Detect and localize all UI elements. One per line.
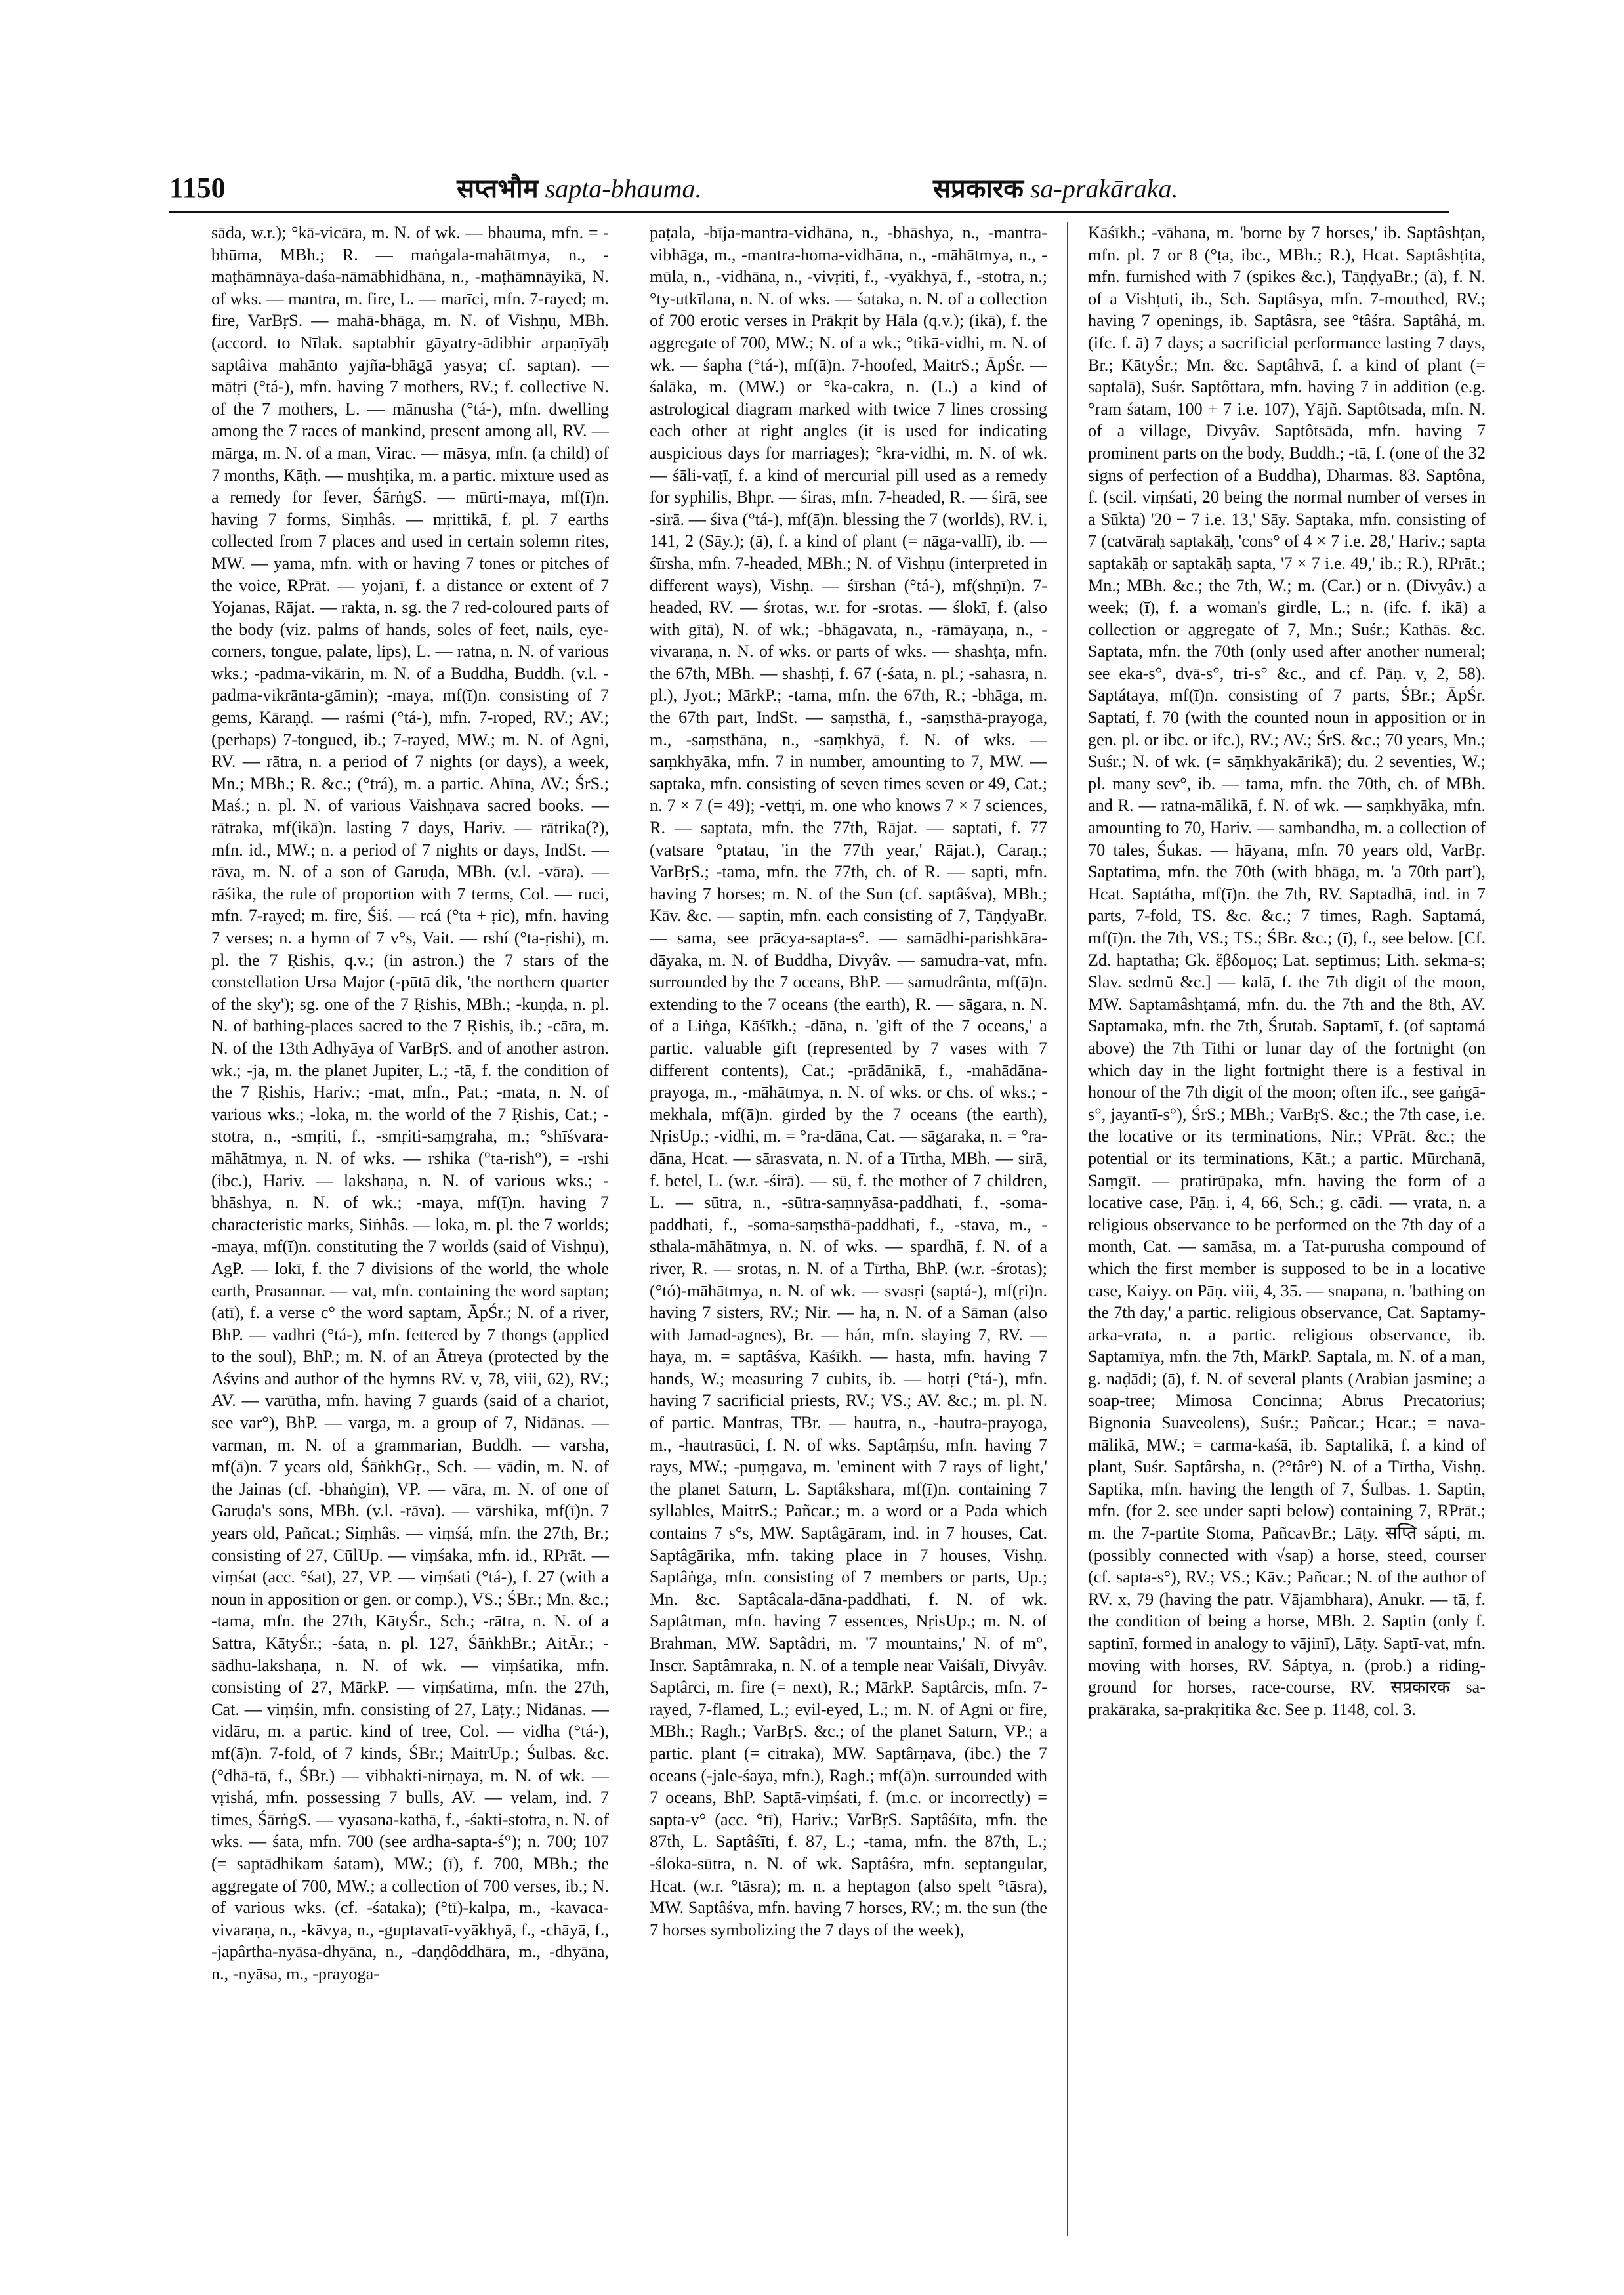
column-2 (650, 222, 1047, 2243)
left-running-head (457, 169, 701, 205)
right-running-head-devanagari: सप्रकारक (933, 174, 1024, 203)
column-2-text: paṭala, -bīja-mantra-vidhāna, n., -bhāshya, n., -mantra-vibhāga, m., -mantra-homa-vidhāna, n., -māhātmya, n., -mūla, n., -vidhāna, n., -vivṛiti, f., -vyākhyā, f., -stotra, n.; °ty-utkīlana, n. N. of wks. — śataka, n. N. of a collection of 700 erotic verses in Prākṛit by Hāla (q.v.); (ikā), f. the aggregate of 700, MW.; N. of a wk.; °tikā-vidhi, m. N. of wk. — śapha (°tá-), mf(ā)n. 7-hoofed, MaitrS.; ĀpŚr. — śalāka, m. (MW.) or °ka-cakra, n. (L.) a kind of astrological diagram marked with twice 7 lines crossing each other at right angles (it is used for indicating auspicious days for marriages); °kra-vidhi, m. N. of wk. — śāli-vaṭī, f. a kind of mercurial pill used as a remedy for syphilis, Bhpr. — śiras, mfn. 7-headed, R. — śirā, see -sirā. — śiva (°tá-), mf(ā)n. blessing the 7 (worlds), RV. i, 141, 2 (Sāy.); (ā), f. a kind of plant (= nāga-vallī), ib. — śīrsha, mfn. 7-headed, MBh.; N. of Vishṇu (interpreted in different ways), Vishṇ. — śīrshan (°tá-), mf(shṇī)n. 7-headed, RV. — śrotas, w.r. for -srotas. — ślokī, f. (also with gītā), N. of wk.; -bhāgavata, n., -rāmāyaṇa, n., -vivaraṇa, n. N. of wks. or parts of wks. — shashṭa, mfn. the 67th, MBh. — shashṭi, f. 67 (-śata, n. pl.; -sahasra, n. pl.), Jyot.; MārkP.; -tama, mfn. the 67th, R.; -bhāga, m. the 67th part, IndSt. — saṃsthā, f., -saṃsthā-prayoga, m., -saṃsthāna, n., -saṃkhyā, f. N. of wks. — saṃkhyāka, mfn. 7 in number, amounting to 7, MW. — saptaka, mfn. consisting of seven times seven or 49, Cat.; n. 7 × 7 (= 49); -vettṛi, m. one who knows 7 × 7 sciences, R. — saptata, mfn. the 77th, Rājat. — saptati, f. 77 (vatsare °ptatau, 'in the 77th year,' Rājat.), Caraṇ.; VarBṛS.; -tama, mfn. the 77th, ch. of R. — sapti, mfn. having 7 horses; m. N. of the Sun (cf. saptâśva), MBh.; Kāv. &c. — saptin, mfn. each consisting of 7, TāṇḍyaBr. — sama, see prācya-sapta-s°. — samādhi-parishkāra-dāyaka, m. N. of Buddha, Divyâv. — samudra-vat, mfn. surrounded by the 7 oceans, BhP. — samudrânta, mf(ā)n. extending to the 7 oceans (the earth), R. — sāgara, n. N. of a Liṅga, Kāśīkh.; -dāna, n. 'gift of the 7 oceans,' a partic. valuable gift (represented by 7 vases with 7 different contents), Cat.; -prādānikā, f., -mahādāna-prayoga, m., -māhātmya, n. N. of wks. or chs. of wks.; -mekhala, mf(ā)n. girded by the 7 oceans (the earth), NṛisUp.; -vidhi, m. = °ra-dāna, Cat. — sāgaraka, n. = °ra-dāna, Hcat. — sārasvata, n. N. of a Tīrtha, MBh. — sirā, f. betel, L. (w.r. -śirā). — sū, f. the mother of 7 children, L. — sūtra, n., -sūtra-saṃnyāsa-paddhati, f., -soma-paddhati, f., -soma-saṃsthā-paddhati, f., -stava, m., -sthala-māhātmya, n. N. of wks. — spardhā, f. N. of a river, R. — srotas, n. N. of a Tīrtha, BhP. (w.r. -śrotas); (°tó)-māhātmya, n. N. of wk. — svasṛi (saptá-), mf(ṛi)n. having 7 sisters, RV.; Nir. — ha, n. N. of a Sāman (also with Jamad-agnes), Br. — hán, mfn. slaying 7, RV. — haya, m. = saptâśva, Kāśīkh. — hasta, mfn. having 7 hands, W.; measuring 7 cubits, ib. — hotṛi (°tá-), mfn. having 7 sacrificial priests, RV.; VS.; AV. &c.; m. pl. N. of partic. Mantras, TBr. — hautra, n., -hautra-prayoga, m., -hautrasūci, f. N. of wks. Saptâṃśu, mfn. having 7 rays, MW.; -puṃgava, m. 'eminent with 7 rays of light,' the planet Saturn, L. Saptâkshara, mf(ī)n. containing 7 syllables, MaitrS.; Pañcar.; m. a word or a Pada which contains 7 s°s, MW. Saptâgāram, ind. in 7 houses, Cat. Saptâgārika, mfn. taking place in 7 houses, Vishṇ. Saptâṅga, mfn. consisting of 7 members or parts, Up.; Mn. &c. Saptâcala-dāna-paddhati, f. N. of wk. Saptâtman, mfn. having 7 essences, NṛisUp.; m. N. of Brahman, MW. Saptâdri, m. '7 mountains,' N. of m°, Inscr. Saptâmraka, n. N. of a temple near Vaiśālī, Divyâv. Saptârci, m. fire (= next), R.; MārkP. Saptârcis, mfn. 7-rayed, 7-flamed, L.; evil-eyed, L.; m. N. of Agni or fire, MBh.; Ragh.; VarBṛS. &c.; of the planet Saturn, VP.; a partic. plant (= citraka), MW. Saptârṇava, (ibc.) the 7 oceans (-jale-śaya, mfn.), Ragh.; mf(ā)n. surrounded with 7 oceans, BhP. Saptā-viṃśati, f. (m.c. or incorrectly) = sapta-v° (acc. °tī), Hariv.; VarBṛS. Saptâśīta, mfn. the 87th, L. Saptâśīti, f. 87, L.; -tama, mfn. the 87th, L.; -śloka-sūtra, n. N. of wk. Saptâśra, mfn. septangular, Hcat. (w.r. °tāsra); m. n. a heptagon (also spelt °tāsra), MW. Saptâśva, mfn. having 7 horses, RV.; m. the sun (the 7 horses symbolizing the 7 days of the week), (650, 223, 1047, 1939)
column-1 (211, 222, 609, 2243)
page-header (169, 169, 1449, 209)
column-3 (1088, 222, 1486, 2243)
header-rule (169, 211, 1449, 213)
left-running-head-devanagari: सप्तभौम (457, 174, 539, 203)
page-number: 1150 (169, 172, 226, 204)
column-divider-2 (1067, 222, 1068, 2236)
right-running-head-translit: sa-prakāraka. (1030, 174, 1178, 203)
column-3-text: Kāśīkh.; -vāhana, m. 'borne by 7 horses,' ib. Saptâshṭan, mfn. pl. 7 or 8 (°ṭa, ibc., MBh.; R.), Hcat. Saptâshṭita, mfn. furnished with 7 (spikes &c.), TāṇḍyaBr.; (ā), f. N. of a Vishṭuti, ib., Sch. Saptâsya, mfn. 7-mouthed, RV.; having 7 openings, ib. Saptâsra, see °tâśra. Saptâhá, m. (ifc. f. ā) 7 days; a sacrificial performance lasting 7 days, Br.; KātyŚr.; Mn. &c. Saptâhvā, f. a kind of plant (= saptalā), Suśr. Saptôttara, mfn. having 7 in addition (e.g. °ram śatam, 100 + 7 i.e. 107), Yājñ. Saptôtsada, mfn. N. of a village, Divyâv. Saptôtsāda, mfn. having 7 prominent parts on the body, Buddh.; -tā, f. (one of the 32 signs of perfection of a Buddha), Dharmas. 83. Saptôna, f. (scil. viṃśati, 20 being the normal number of verses in a Sūkta) '20 − 7 i.e. 13,' Sāy. Saptaka, mfn. consisting of 7 (catvāraḥ saptakāḥ, 'cons° of 4 × 7 i.e. 28,' Hariv.; sapta saptakāḥ or saptakāḥ sapta, '7 × 7 i.e. 49,' ib.; R.), RPrāt.; Mn.; MBh. &c.; the 7th, W.; m. (Car.) or n. (Divyâv.) a week; (ī), f. a woman's girdle, L.; n. (ifc. f. ikā) a collection or aggregate of 7, Mn.; Suśr.; Kathās. &c. Saptata, mfn. the 70th (only used after another numeral; see eka-s°, dvā-s°, tri-s° &c., and cf. Pāṇ. v, 2, 58). Saptátaya, mf(ī)n. consisting of 7 parts, ŚBr.; ĀpŚr. Saptatí, f. 70 (with the counted noun in apposition or in gen. pl. or ibc. or ifc.), RV.; AV.; ŚrS. &c.; 70 years, Mn.; Suśr.; N. of wk. (= sāṃkhyakārikā); du. 2 seventies, W.; pl. many sev°, ib. — tama, mfn. the 70th, ch. of MBh. and R. — ratna-mālikā, f. N. of wk. — saṃkhyāka, mfn. amounting to 70, Hariv. — sambandha, m. a collection of 70 tales, Śukas. — hāyana, mfn. 70 years old, VarBṛ. Saptatima, mfn. the 70th (with bhāga, m. 'a 70th part'), Hcat. Saptátha, mf(ī)n. the 7th, RV. Saptadhā, ind. in 7 parts, 7-fold, TS. &c. &c.; 7 times, Ragh. Saptamá, mf(ī)n. the 7th, VS.; TS.; ŚBr. &c.; (ī), f., see below. [Cf. Zd. haptatha; Gk. ἕβδομος; Lat. septimus; Lith. sekma-s; Slav. sedmŭ &c.] — kalā, f. the 7th digit of the moon, MW. Saptamâshṭamá, mfn. du. the 7th and the 8th, AV. Saptamaka, mfn. the 7th, Śrutab. Saptamī, f. (of saptamá above) the 7th Tithi or lunar day of the fortnight (on which day in the light fortnight there is a festival in honour of the 7th digit of the moon; often ifc., see gaṅgā-s°, jayantī-s°), ŚrS.; MBh.; VarBṛS. &c.; the 7th case, i.e. the locative or its terminations, Nir.; VPrāt. &c.; the potential or its terminations, Kāt.; a partic. Mūrchanā, Saṃgīt. — pratirūpaka, mfn. having the form of a locative case, Pāṇ. i, 4, 66, Sch.; g. cādi. — vrata, n. a religious observance to be performed on the 7th day of a month, Cat. — samāsa, m. a Tat-purusha compound of which the first member is supposed to be in a locative case, Kaiyy. on Pāṇ. viii, 4, 35. — snapana, n. 'bathing on the 7th day,' a partic. religious observance, Cat. Saptamy-arka-vrata, n. a partic. religious observance, ib. Saptamīya, mfn. the 7th, MārkP. Saptala, m. N. of a man, g. naḍādi; (ā), f. N. of several plants (Arabian jasmine; a soap-tree; Mimosa Concinna; Abrus Precatorius; Bignonia Suaveolens), Suśr.; Pañcar.; Hcar.; = nava-mālikā, MW.; = carma-kaśā, ib. Saptalikā, f. a kind of plant, Suśr. Saptârsha, n. (?°târ°) N. of a Tīrtha, Vishṇ. Saptika, mfn. having the length of 7, Śulbas. 1. Saptin, mfn. (for 2. see under sapti below) containing 7, RPrāt.; m. the 7-partite Stoma, PañcavBr.; Lāṭy. सप्ति sápti, m. (possibly connected with √sap) a horse, steed, courser (cf. sapta-s°), RV.; VS.; Kāv.; Pañcar.; N. of the author of RV. x, 79 (having the patr. Vājambhara), Anukr. — tā, f. the condition of being a horse, MBh. 2. Saptin (only f. saptinī, formed in analogy to vājinī), Lāṭy. Saptī-vat, mfn. moving with horses, RV. Sáptya, n. (prob.) a riding-ground for horses, race-course, RV. सप्रकारक sa-prakāraka, sa-prakṛitika &c. See p. 1148, col. 3. (1088, 223, 1486, 1719)
right-running-head (933, 169, 1178, 205)
column-1-text: sāda, w.r.); °kā-vicāra, m. N. of wk. — bhauma, mfn. = -bhūma, MBh.; R. — maṅgala-mahātmya, n., -maṭhāmnāya-daśa-nāmābhidhāna, n., -maṭhāmnāyikā, N. of wks. — mantra, m. fire, L. — marīci, mfn. 7-rayed; m. fire, VarBṛS. — mahā-bhāga, m. N. of Vishṇu, MBh. (accord. to Nīlak. saptabhir gāyatry-ādibhir arpaṇīyāḥ saptâiva mahānto yajña-bhāgā yasya; cf. saptan). — mātṛi (°tá-), mfn. having 7 mothers, RV.; f. collective N. of the 7 mothers, L. — mānusha (°tá-), mfn. dwelling among the 7 races of mankind, present among all, RV. — mārga, m. N. of a man, Virac. — māsya, mfn. (a child) of 7 months, Kāṭh. — mushṭika, m. a partic. mixture used as a remedy for fever, ŚārṅgS. — mūrti-maya, mf(ī)n. having 7 forms, Siṃhâs. — mṛittikā, f. pl. 7 earths collected from 7 places and used in certain solemn rites, MW. — yama, mfn. with or having 7 tones or pitches of the voice, RPrāt. — yojanī, f. a distance or extent of 7 Yojanas, Rājat. — rakta, n. sg. the 7 red-coloured parts of the body (viz. palms of hands, soles of feet, nails, eye-corners, tongue, palate, lips), L. — ratna, n. N. of various wks.; -padma-vikārin, m. N. of a Buddha, Buddh. (v.l. -padma-vikrānta-gāmin); -maya, mf(ī)n. consisting of 7 gems, Kāraṇḍ. — raśmi (°tá-), mfn. 7-roped, RV.; AV.; (perhaps) 7-tongued, ib.; 7-rayed, MW.; m. N. of Agni, RV. — rātra, n. a period of 7 nights (or days), a week, Mn.; MBh.; R. &c.; (°trá), m. a partic. Ahīna, AV.; ŚrS.; Maś.; n. pl. N. of various Vaishṇava sacred books. — rātraka, mf(ikā)n. lasting 7 days, Hariv. — rātrika(?), mfn. id., MW.; n. a period of 7 nights or days, IndSt. — rāva, m. N. of a son of Garuḍa, MBh. (v.l. -vāra). — rāśika, the rule of proportion with 7 terms, Col. — ruci, mfn. 7-rayed; m. fire, Śiś. — rcá (°ta + ṛic), mfn. having 7 verses; n. a hymn of 7 v°s, Vait. — rshí (°ta-ṛishi), m. pl. the 7 Ṛishis, q.v.; (in astron.) the 7 stars of the constellation Ursa Major (-pūtā dik, 'the northern quarter of the sky'); sg. one of the 7 Ṛishis, MBh.; -kuṇḍa, n. pl. N. of bathing-places sacred to the 7 Ṛishis, ib.; -cāra, m. N. of the 13th Adhyāya of VarBṛS. and of another astron. wk.; -ja, m. the planet Jupiter, L.; -tā, f. the condition of the 7 Ṛishis, Hariv.; -mat, mfn., Pat.; -mata, n. N. of various wks.; -loka, m. the world of the 7 Ṛishis, Cat.; -stotra, n., -smṛiti, f., -smṛiti-saṃgraha, m.; °shīśvara-māhātmya, n. N. of wks. — rshika (°ta-rish°), = -rshi (ibc.), Hariv. — lakshaṇa, n. N. of various wks.; -bhāshya, n. N. of wk.; -maya, mf(ī)n. having 7 characteristic marks, Siṅhâs. — loka, m. pl. the 7 worlds; -maya, mf(ī)n. constituting the 7 worlds (said of Vishṇu), AgP. — lokī, f. the 7 divisions of the world, the whole earth, Prasannar. — vat, mfn. containing the word saptan; (atī), f. a verse c° the word saptam, ĀpŚr.; N. of a river, BhP. — vadhri (°tá-), mfn. fettered by 7 thongs (applied to the soul), BhP.; m. N. of an Ātreya (protected by the Aśvins and author of the hymns RV. v, 78, viii, 62), RV.; AV. — varūtha, mfn. having 7 guards (said of a chariot, see var°), BhP. — varga, m. a group of 7, Nidānas. — varman, m. N. of a grammarian, Buddh. — varsha, mf(ā)n. 7 years old, ŚāṅkhGṛ., Sch. — vādin, m. N. of the Jainas (cf. -bhaṅgin), VP. — vāra, m. N. of one of Garuḍa's sons, MBh. (v.l. -rāva). — vārshika, mf(ī)n. 7 years old, Pañcat.; Siṃhâs. — viṃśá, mfn. the 27th, Br.; consisting of 27, CūlUp. — viṃśaka, mfn. id., RPrāt. — viṃśat (acc. °śat), 27, VP. — viṃśati (°tá-), f. 27 (with a noun in apposition or gen. or comp.), VS.; ŚBr.; Mn. &c.; -tama, mfn. the 27th, KātyŚr., Sch.; -rātra, n. N. of a Sattra, KātyŚr.; -śata, n. pl. 127, ŚāṅkhBr.; AitĀr.; -sādhu-lakshaṇa, n. N. of wk. — viṃśatika, mfn. consisting of 27, MārkP. — viṃśatima, mfn. the 27th, Cat. — viṃśin, mfn. consisting of 27, Lāṭy.; Nidānas. — vidāru, m. a partic. kind of tree, Col. — vidha (°tá-), mf(ā)n. 7-fold, of 7 kinds, ŚBr.; MaitrUp.; Śulbas. &c. (°dhā-tā, f., ŚBr.) — vibhakti-nirṇaya, m. N. of wk. — vṛishá, mfn. possessing 7 bulls, AV. — velam, ind. 7 times, ŚārṅgS. — vyasana-kathā, f., -śakti-stotra, n. N. of wks. — śata, mfn. 700 (see ardha-sapta-ś°); n. 700; 107 (= saptādhikam śatam), MW.; (ī), f. 700, MBh.; the aggregate of 700, MW.; a collection of 700 verses, ib.; N. of various wks. (cf. -śataka); (°tī)-kalpa, m., -kavaca-vivaraṇa, n., -kāvya, n., -guptavatī-vyākhyā, f., -chāyā, f., -japârtha-nyāsa-dhyāna, n., -daṇḍôddhāra, m., -dhyāna, n., -nyāsa, m., -prayoga- (211, 223, 609, 1983)
left-running-head-translit: sapta-bhauma. (545, 174, 702, 203)
